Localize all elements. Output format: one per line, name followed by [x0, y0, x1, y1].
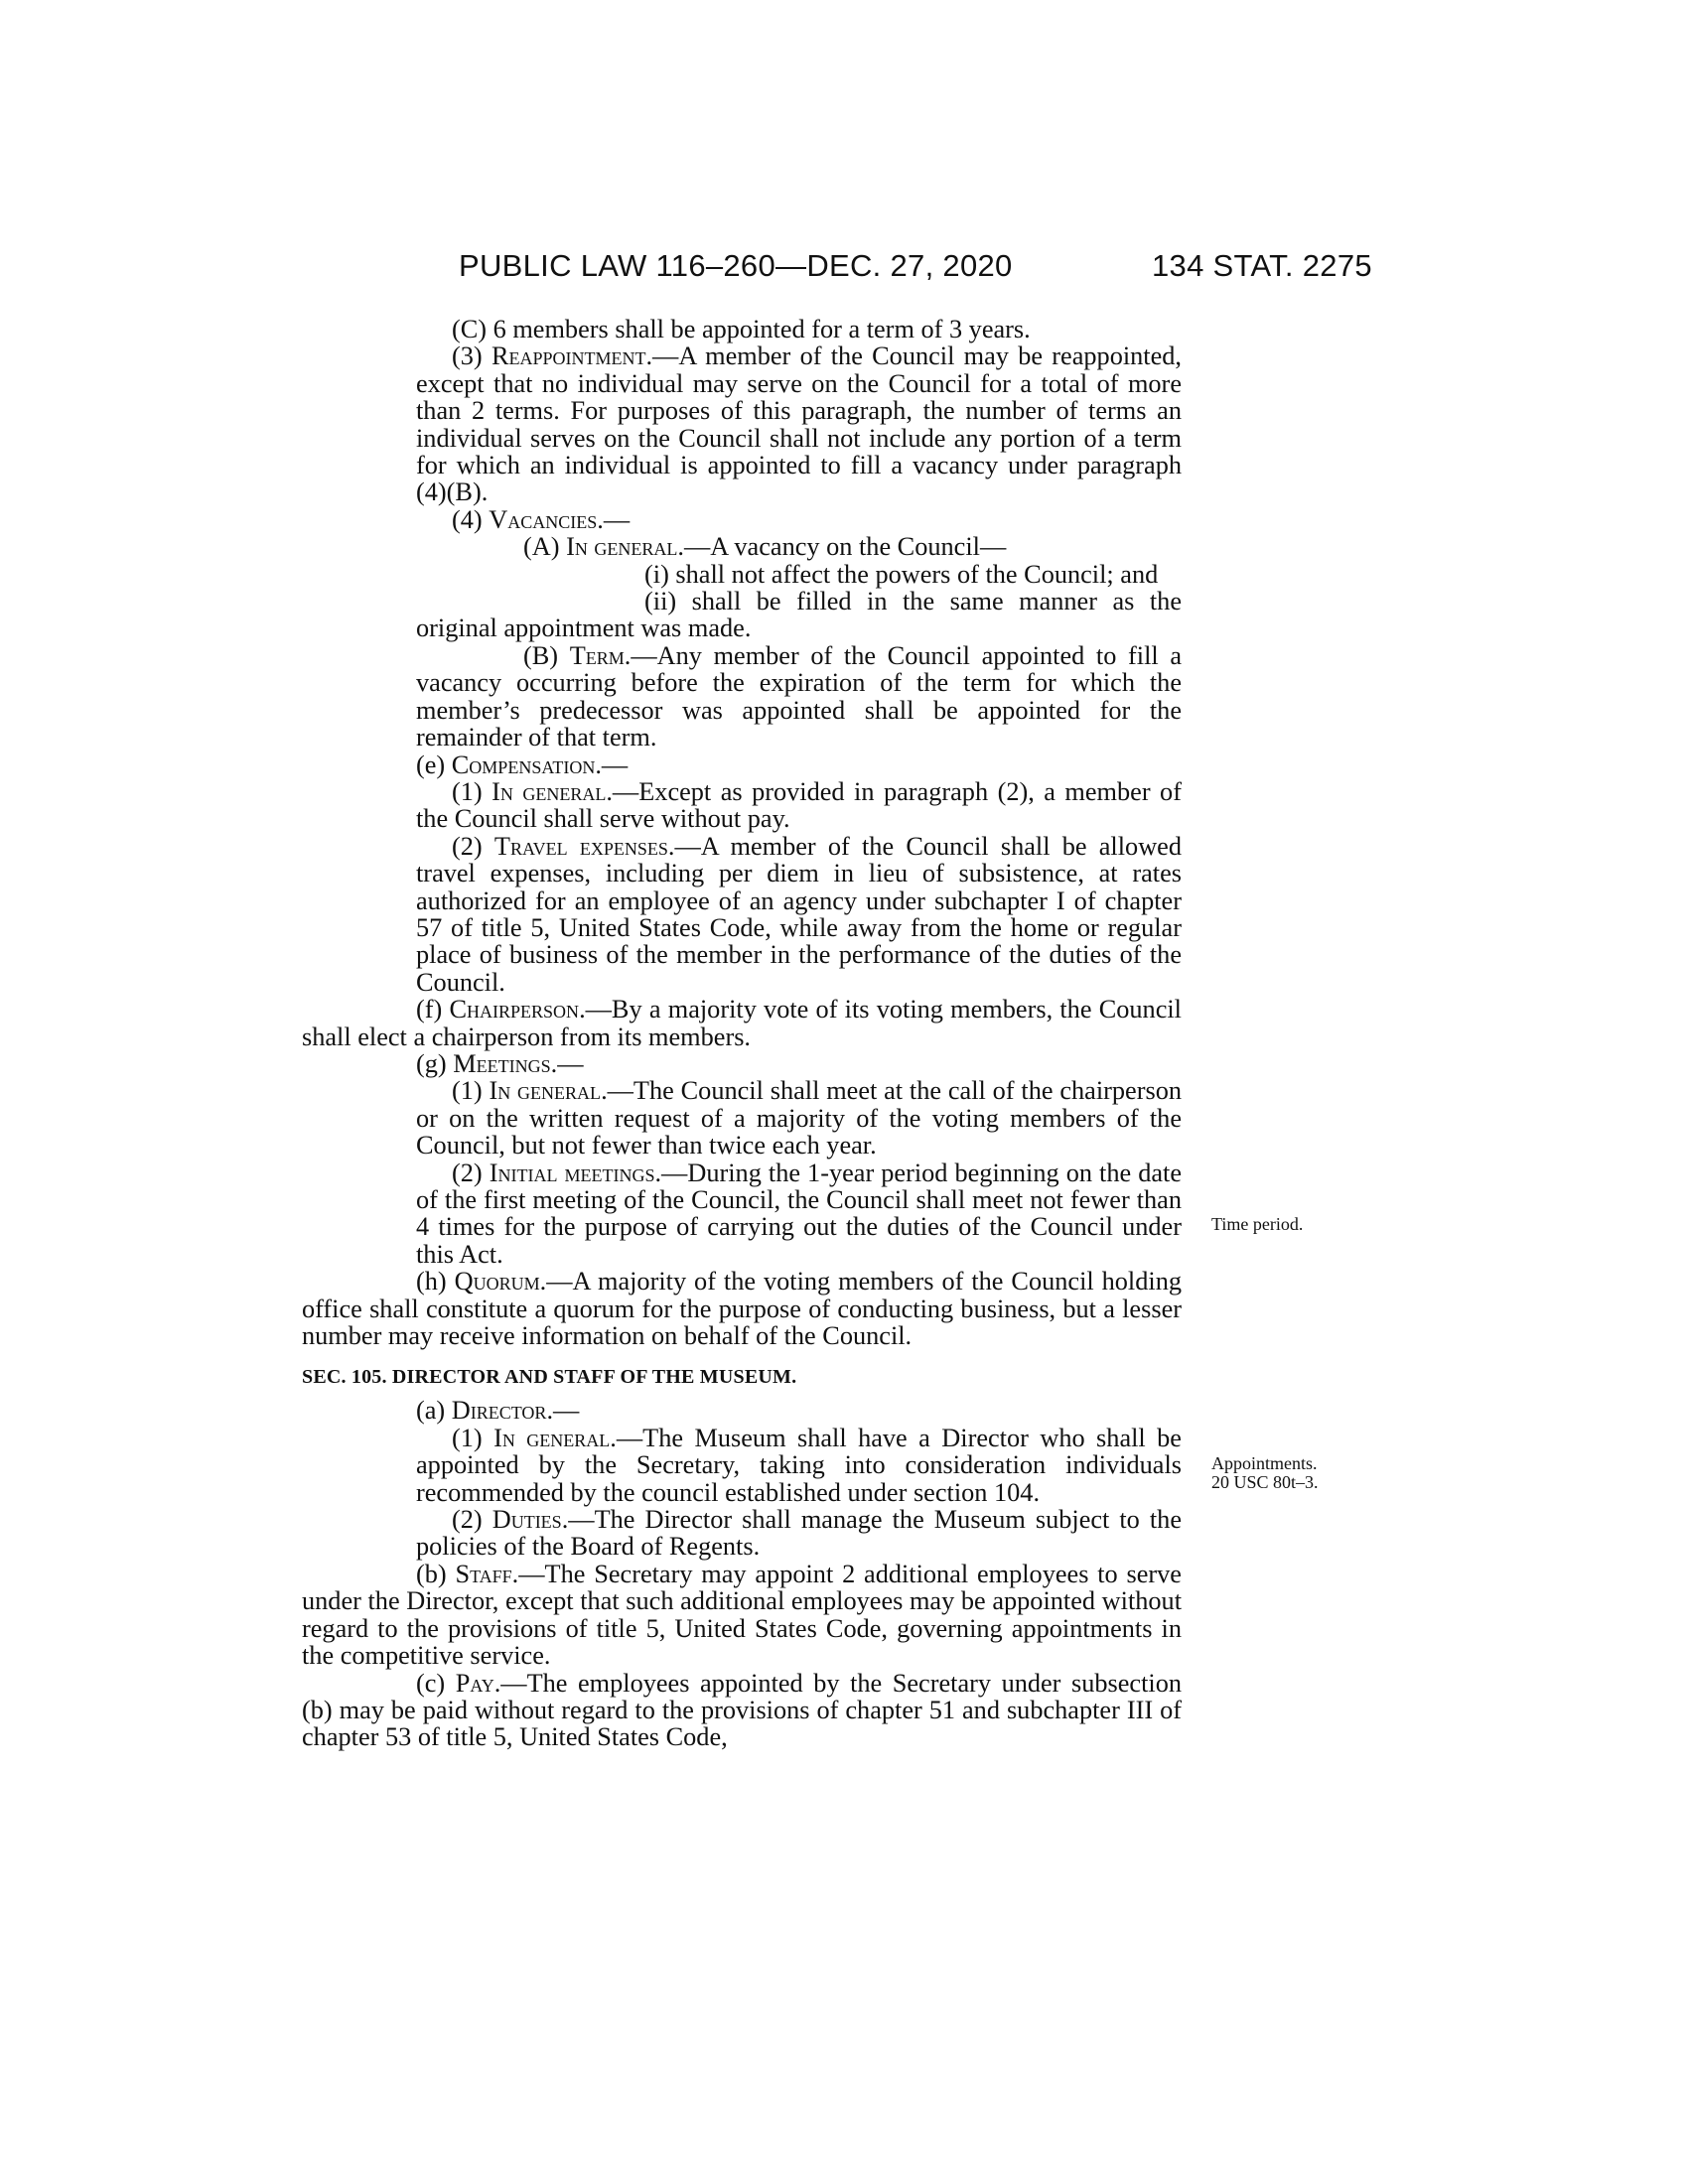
paragraph: (h) Quorum.—A majority of the voting members of the Council holding office shall constitute a quorum for the purpose of conducting business, but a lesser number may receive information on behalf of the Council. [302, 1267, 1182, 1351]
running-header-title: PUBLIC LAW 116–260—DEC. 27, 2020 [459, 248, 1013, 283]
paragraph: (f) Chairperson.—By a majority vote of its voting members, the Council shall elect a chairperson from its members. [302, 995, 1182, 1051]
paragraph: (2) Initial meetings.—During the 1-year period beginning on the date of the first meeting of the Council, the Council shall meet not fewer than 4 times for the purpose of carrying out the duties of the Council under this Act. [416, 1158, 1182, 1269]
paragraph: (g) Meetings.— [416, 1048, 584, 1078]
margin-note-usc-citation: 20 USC 80t–3. [1211, 1472, 1319, 1492]
statute-text [302, 316, 1182, 1751]
paragraph: (ii) shall be filled in the same manner as the original appointment was made. [416, 587, 1182, 643]
paragraph: (e) Compensation.— [416, 750, 629, 779]
paragraph: (1) In general.—Except as provided in paragraph (2), a member of the Council shall serve without pay. [416, 776, 1182, 834]
paragraph: (4) Vacancies.— [452, 504, 631, 534]
margin-note-time-period: Time period. [1211, 1214, 1304, 1234]
paragraph: (i) shall not affect the powers of the Council; and [644, 559, 1159, 589]
paragraph: (1) In general.—The Museum shall have a Director who shall be appointed by the Secretary, taking into consideration individuals recommended by the council established under section 104. [416, 1423, 1182, 1507]
paragraph: (a) Director.— [416, 1396, 580, 1426]
paragraph: (3) Reappointment.—A member of the Council may be reappointed, except that no individual may serve on the Council for a total of more than 2 terms. For purposes of this paragraph, the number of terms an individual serves on the Council shall not include any portion of a term for which an individual is appointed to fill a vacancy under paragraph (4)(B). [416, 341, 1182, 507]
paragraph: (C) 6 members shall be appointed for a term of 3 years. [452, 315, 1031, 343]
paragraph: (b) Staff.—The Secretary may appoint 2 additional employees to serve under the Director, except that such additional employees may be appointed without regard to the provisions of title 5, United States Code, governing appointments in the competitive service. [302, 1559, 1182, 1671]
margin-note-appointments: Appointments. [1211, 1453, 1318, 1473]
paragraph: (2) Travel expenses.—A member of the Council shall be allowed travel expenses, including per diem in lieu of subsistence, at rates authorized for an employee of an agency under subchapter I of chapter 57 of title 5, United States Code, while away from the home or regular place of business of the member in the performance of the duties of the Council. [416, 831, 1183, 997]
paragraph: (B) Term.—Any member of the Council appointed to fill a vacancy occurring before the expiration of the term for which the member’s predecessor was appointed shall be appointed for the remainder of that term. [416, 640, 1182, 752]
paragraph: (A) In general.—A vacancy on the Council— [523, 532, 1007, 562]
paragraph: (1) In general.—The Council shall meet at the call of the chairperson or on the written request of a majority of the voting members of the Council, but not fewer than twice each year. [416, 1076, 1182, 1160]
paragraph: (c) Pay.—The employees appointed by the Secretary under subsection (b) may be paid without regard to the provisions of chapter 51 and subchapter III of chapter 53 of title 5, United States Code, [302, 1668, 1182, 1752]
paragraph: (2) Duties.—The Director shall manage the Museum subject to the policies of the Board of Regents. [416, 1505, 1182, 1562]
page-number: 134 STAT. 2275 [1152, 248, 1372, 283]
section-heading: SEC. 105. DIRECTOR AND STAFF OF THE MUSEUM. [302, 1366, 797, 1389]
